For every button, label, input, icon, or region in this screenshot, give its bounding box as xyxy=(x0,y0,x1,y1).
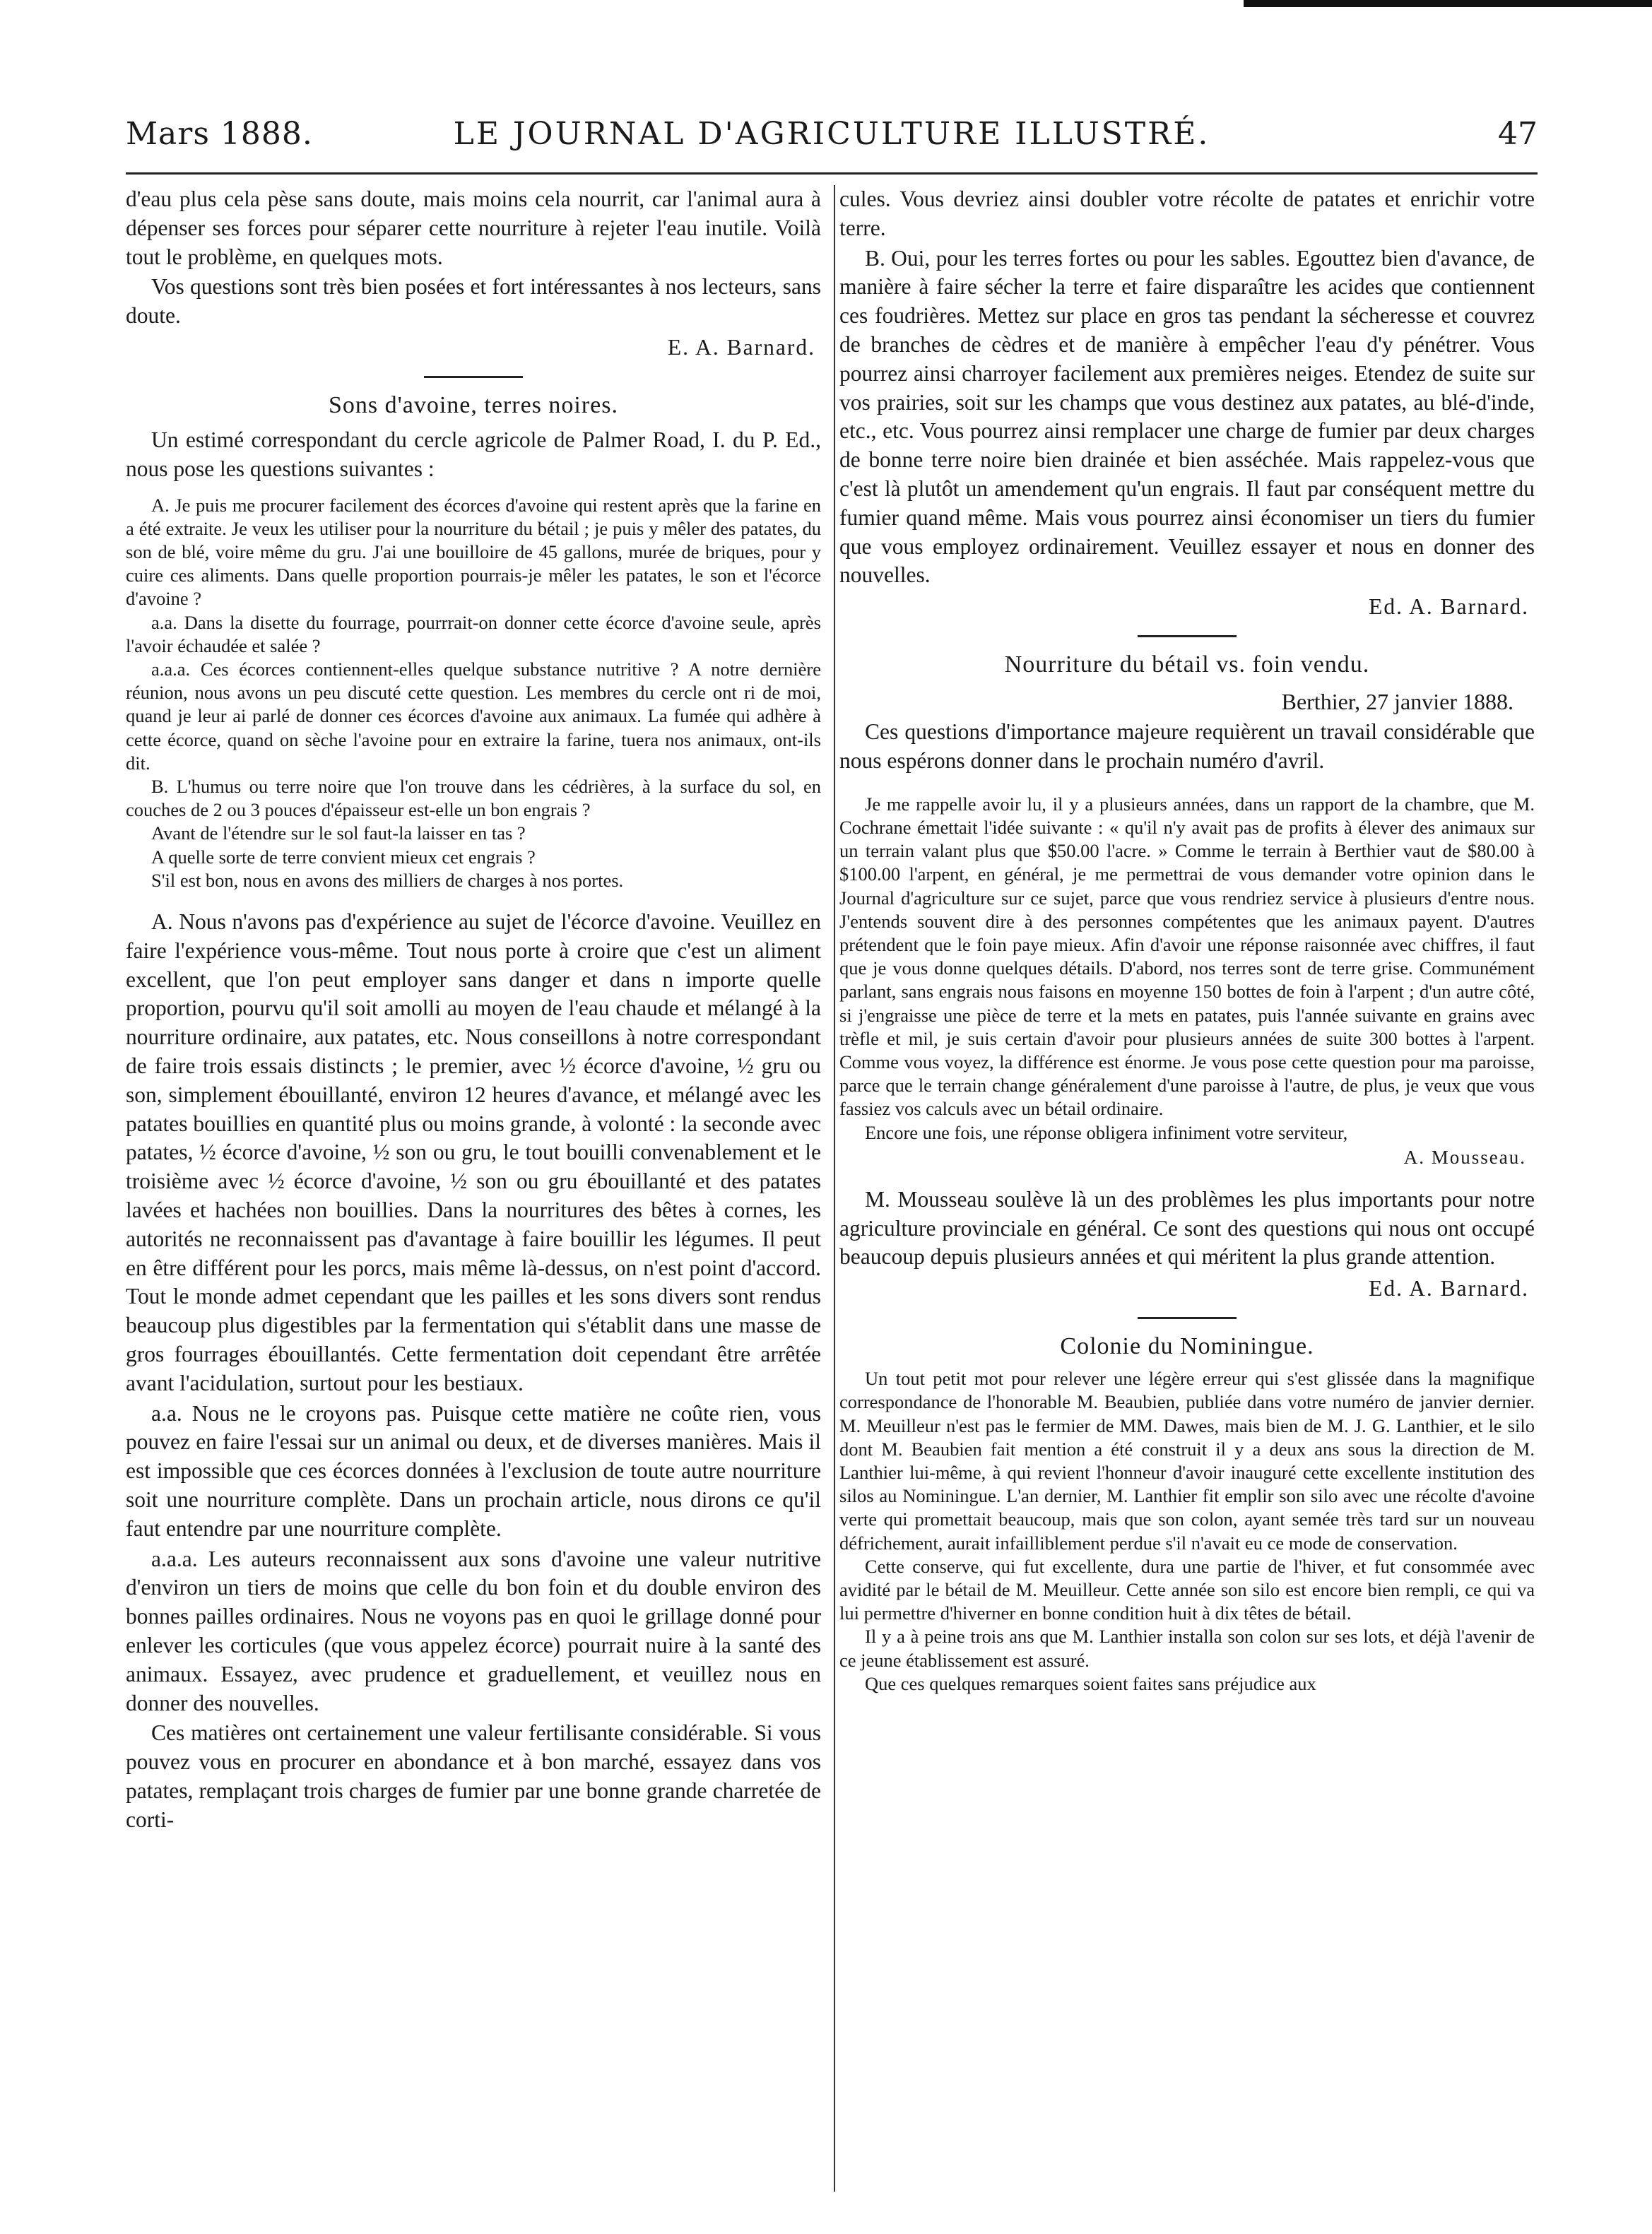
letter-close: Encore une fois, une réponse obligera infiniment votre serviteur, xyxy=(865,1121,1348,1143)
colonie-paragraph-2: Cette conserve, qui fut excellente, dura une partie de l'hiver, et fut consommée avec avidité par le bétail de M. Meuilleur. Cette année son silo est encore bien rempli, ce qui va lui permettre d'hiverner en bonne condition huit à dix têtes de bétail. xyxy=(839,1555,1535,1624)
header-rule xyxy=(126,172,1538,175)
answer-a: A. Nous n'avons pas d'expérience au sujet de l'écorce d'avoine. Veuillez en faire l'expérience vous-même. Tout nous porte à croire que c'est un aliment excellent, que l'on peut employer sans danger et dans n importe quelle proportion, pourvu qu'il soit amolli au moyen de l'eau chaude et mélangé à la nourriture ordinaire, aux patates, etc. Nous conseillons à notre correspondant de faire trois essais distincts ; le premier, avec ½ écorce d'avoine, ½ gru ou son, simplement ébouillanté, environ 12 heures d'avance, et mélangé avec les patates bouillies en quantité plus ou moins grande, à volonté : la seconde avec patates, ½ écorce d'avoine, ½ son ou gru, le tout bouilli convenablement et le troisième avec ½ écorce d'avoine, ½ son ou gru ébouillanté et des patates lavées et hachées non bouillies. Dans la nourritures des bêtes à cornes, les autorités ne reconnaissent pas d'avantage à faire bouillir les légumes. Il peut en être différent pour les porcs, mais même là-dessus, on n'est point d'accord. Tout le monde admet cependant que les pailles et les sons divers sont rendus beaucoup plus digestibles par la fermentation qui s'établit dans une masse de gros fourrages ébouillantés. Cette fermentation doit cependant être arrêtée avant l'acidulation, surtout pour les bestiaux. xyxy=(126,909,821,1395)
question-b4: S'il est bon, nous en avons des milliers de charges à nos portes. xyxy=(151,869,624,891)
article-title-nominingue: Colonie du Nominingue. xyxy=(1060,1333,1314,1360)
article-dateline: Berthier, 27 janvier 1888. xyxy=(1281,689,1514,715)
article-title-sons-avoine: Sons d'avoine, terres noires. xyxy=(329,391,618,418)
question-b3: A quelle sorte de terre convient mieux cet engrais ? xyxy=(151,846,536,868)
question-b: B. L'humus ou terre noire que l'on trouve dans les cédrières, à la surface du sol, en couches de 2 ou 3 pouces d'épaisseur est-elle un bon engrais ? xyxy=(126,776,821,821)
question-b2: Avant de l'étendre sur le sol faut-la laisser en tas ? xyxy=(151,822,526,844)
article-intro: Un estimé correspondant du cercle agricole de Palmer Road, I. du P. Ed., nous pose les questions suivantes : xyxy=(126,427,821,481)
column-divider xyxy=(834,185,835,2192)
page-number: 47 xyxy=(1498,116,1538,152)
page-header xyxy=(126,116,1538,158)
left-column xyxy=(126,185,821,2192)
colonie-paragraph-4: Que ces quelques remarques soient faites sans préjudice aux xyxy=(865,1672,1316,1694)
editor-reply: M. Mousseau soulève là un des problèmes les plus importants pour notre agriculture provinciale en général. Ce sont des questions qui nous ont occupé beaucoup depuis plusieurs années et qui méritent la plus grande attention. xyxy=(839,1186,1535,1270)
signature-ed-barnard-2: Ed. A. Barnard. xyxy=(1369,1276,1529,1301)
answer-aa: a.a. Nous ne le croyons pas. Puisque cette matière ne coûte rien, vous pouvez en faire l'essai sur un animal ou deux, et de diverses manières. Mais il est impossible que ces écorces données à l'exclusion de toute autre nourriture soit une nourriture complète. Dans un prochain article, nous dirons ce qu'il faut entendre par une nourriture complète. xyxy=(126,1400,821,1541)
right-column xyxy=(839,185,1535,2192)
signature-ed-barnard: Ed. A. Barnard. xyxy=(1369,594,1529,620)
colonie-paragraph-3: Il y a à peine trois ans que M. Lanthier installa son colon sur ses lots, et déjà l'avenir de ce jeune établissement est assuré. xyxy=(839,1626,1535,1671)
right-paragraph-continued: cules. Vous devriez ainsi doubler votre récolte de patates et enrichir votre terre. xyxy=(839,187,1535,240)
article-title-nourriture: Nourriture du bétail vs. foin vendu. xyxy=(1004,651,1370,678)
left-paragraph: Vos questions sont très bien posées et fort intéressantes à nos lecteurs, sans doute. xyxy=(126,274,821,329)
section-rule xyxy=(1138,635,1237,637)
header-month: Mars 1888. xyxy=(126,116,313,152)
section-rule xyxy=(1138,1317,1237,1319)
top-edge-rule xyxy=(1244,0,1652,7)
question-a: A. Je puis me procurer facilement des écorces d'avoine qui restent après que la farine en a été extraite. Je veux les utiliser pour la nourriture du bétail ; je puis y mêler des patates, du son de blé, voire même du gru. J'ai une bouilloire de 45 gallons, murée de briques, pour y cuire ces aliments. Dans quelle proportion pourrais-je mêler les patates, le son et l'écorce d'avoine ? xyxy=(126,494,821,610)
answer-b: B. Oui, pour les terres fortes ou pour les sables. Egouttez bien d'avance, de manière à faire sécher la terre et faire disparaître les acides que contiennent ces foudrières. Mettez sur place en gros tas pendant la sécheresse et couvrez de branches de cèdres et de manière à empêcher l'eau d'y pénétrer. Vous pourrez ainsi charroyer facilement aux premières neiges. Etendez de suite sur vos prairies, soit sur les champs que vous destinez aux patates, au blé-d'inde, etc., etc. Vous pourrez ainsi remplacer une charge de fumier par deux charges de bonne terre noire bien drainée et bien asséchée. Mais rappelez-vous que c'est là plutôt un amendement qu'un engrais. Il faut par conséquent mettre du fumier quand même. Mais vous pourrez ainsi économiser un tiers du fumier que vous employez ordinairement. Veuillez essayer et nous en donner des nouvelles. xyxy=(839,245,1535,588)
answer-aaa: a.a.a. Les auteurs reconnaissent aux sons d'avoine une valeur nutritive d'environ un tiers de moins que celle du bon foin et du double environ des bonnes pailles ordinaires. Nous ne voyons pas en quoi le grillage donné pour enlever les corticules (que vous appelez écorce) pourrait nuire à la santé des animaux. Essayez, avec prudence et graduellement, et veuillez nous en donner des nouvelles. xyxy=(126,1546,821,1715)
section-rule xyxy=(424,376,523,378)
letter-body: Je me rappelle avoir lu, il y a plusieurs années, dans un rapport de la chambre, que M. Cochrane émettait l'idée suivante : « qu'il n'y avait pas de profits à élever des animaux sur un terrain valant plus que $50.00 l'acre. » Comme le terrain à Berthier vaut de $80.00 à $100.00 l'arpent, en général, je me permettrai de vous demander votre opinion dans le Journal d'agriculture sur ce sujet, parce que vous rendriez service à plusieurs d'entre nous. J'entends souvent dire à des personnes compétentes que les animaux payent. D'autres prétendent que le foin paye mieux. Afin d'avoir une réponse raisonnée avec chiffres, il faut que je vous donne quelques détails. D'abord, nos terres sont de terre grise. Communément parlant, sans engrais nous faisons en moyenne 150 bottes de foin à l'arpent ; d'un autre côté, si j'engraisse une pièce de terre et la mets en patates, puis l'année suivante en grains avec trèfle et mil, je suis certain d'avoir pour plusieurs années de suite 300 bottes à l'arpent. Comme vous voyez, la différence est énorme. Je vous pose cette question pour ma paroisse, parce que le terrain change généralement d'une paroisse à l'autre, de plus, je veux que vous fassiez vos calculs avec un bétail ordinaire. xyxy=(839,793,1535,1120)
editor-note: Ces questions d'importance majeure requièrent un travail considérable que nous espérons donner dans le prochain numéro d'avril. xyxy=(839,719,1535,773)
colonie-paragraph-1: Un tout petit mot pour relever une légère erreur qui s'est glissée dans la magnifique correspondance de l'honorable M. Beaubien, publiée dans votre numéro de janvier dernier. M. Meuilleur n'est pas le fermier de MM. Dawes, mais bien de M. J. G. Lanthier, et le silo dont M. Beaubien fait mention a été construit il y a deux ans sous la direction de M. Lanthier lui-même, à qui revient l'honneur d'avoir inauguré cette excellente institution des silos au Nominingue. L'an dernier, M. Lanthier fit emplir son silo avec une récolte d'avoine verte qui promettait beaucoup, mais que son colon, ayant semée très tard sur un nouveau défrichement, aurait infailliblement perdue s'il n'avait eu ce mode de conservation. xyxy=(839,1368,1535,1554)
left-paragraph-continued: d'eau plus cela pèse sans doute, mais moins cela nourrit, car l'animal aura à dépenser ses forces pour séparer cette nourriture à rejeter l'eau inutile. Voilà tout le problème, en quelques mots. xyxy=(126,187,821,269)
signature-mousseau: A. Mousseau. xyxy=(1403,1146,1526,1168)
answer-fertilisant: Ces matières ont certainement une valeur fertilisante considérable. Si vous pouvez vous en procurer en abondance et à bon marché, essayez dans vos patates, remplaçant trois charges de fumier par une bonne grande charretée de corti- xyxy=(126,1720,821,1832)
signature-barnard: E. A. Barnard. xyxy=(667,334,815,360)
question-aa: a.a. Dans la disette du fourrage, pourrrait-on donner cette écorce d'avoine seule, après l'avoir échaudée et salée ? xyxy=(126,611,821,656)
question-aaa: a.a.a. Ces écorces contiennent-elles quelque substance nutritive ? A notre dernière réunion, nous avons un peu discuté cette question. Les membres du cercle ont ri de moi, quand je leur ai parlé de donner ces écorces d'avoine aux animaux. La fumée qui adhère à cette écorce, quand on sèche l'avoine pour en extraire la farine, tuera nos animaux, ont-ils dit. xyxy=(126,658,821,774)
journal-title: LE JOURNAL D'AGRICULTURE ILLUSTRÉ. xyxy=(453,116,1210,152)
